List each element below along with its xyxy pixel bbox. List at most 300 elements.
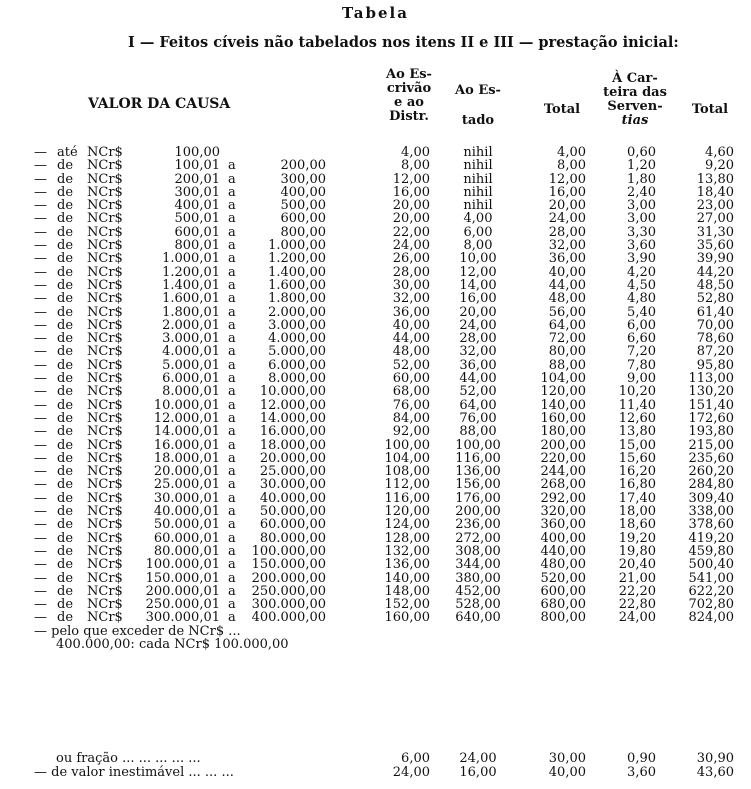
cell-to: 20.000,00 [259,450,326,466]
cell-prep: de [57,158,74,174]
table-row [0,319,751,332]
table-row [0,572,751,585]
cell-cur: NCr$ [87,517,123,533]
cell-prep: de [57,557,74,573]
table-row [0,239,751,252]
cell-prep: de [57,291,74,307]
cell-c4: 3,90 [627,251,656,267]
table-row [0,598,751,611]
cell-c4: 19,20 [618,530,656,546]
cell-prep: de [57,384,74,400]
cell-dash: — [34,384,47,400]
cell-cur: NCr$ [87,344,123,360]
cell-to: 12.000,00 [259,397,326,413]
cell-c1: 68,00 [392,384,430,400]
cell-c5: 215,00 [688,437,734,453]
cell-c2: 116,00 [455,450,501,466]
cell-c3: 480,00 [540,557,586,573]
cell-cur: NCr$ [87,504,123,520]
cell-c4: 2,40 [627,184,656,200]
cell-cur: NCr$ [87,158,123,174]
cell-c1: 148,00 [384,583,430,599]
cell-c2: 200,00 [455,504,501,520]
cell-c5: 31,30 [696,224,734,240]
cell-from: 16.000,01 [153,437,220,453]
cell-c3: 40,00 [548,264,586,280]
cell-from: 40.000,01 [153,504,220,520]
cell-prep: de [57,543,74,559]
cell-c5: 48,50 [696,277,734,293]
cell-to: 300,00 [280,171,326,187]
table-row [0,478,751,491]
cell-c5: 18,40 [696,184,734,200]
cell-c3: 800,00 [540,610,586,626]
cell-a: a [228,158,236,174]
cell-c1: 40,00 [392,317,430,333]
cell-from: 10.000,01 [153,397,220,413]
cell-c1: 44,00 [392,331,430,347]
cell-dash: — [34,171,47,187]
cell-c4: 22,80 [618,597,656,613]
cell-dash: — [34,504,47,520]
cell-c2: 640,00 [455,610,501,626]
cell-prep: de [57,264,74,280]
cell-c1: 132,00 [384,543,430,559]
cell-prep: de [57,357,74,373]
cell-c4: 0,60 [627,145,656,160]
cell-c3: 120,00 [540,384,586,400]
cell-c5: 172,60 [688,410,734,426]
cell-c2: 272,00 [455,530,501,546]
cell-c2: 64,00 [459,397,497,413]
cell-to: 800,00 [280,224,326,240]
cell-c1: 92,00 [392,424,430,440]
cell-c3: 20,00 [548,198,586,214]
cell-to: 600,00 [280,211,326,227]
cell-c5: 260,20 [688,464,734,480]
cell-c4: 18,00 [618,504,656,520]
cell-c2: 100,00 [455,437,501,453]
cell-c4: 7,20 [627,344,656,360]
cell-c5: 13,80 [696,171,734,187]
exceder-line-2: 400.000,00: cada NCr$ 100.000,00 [56,637,289,653]
cell-c3: 16,00 [548,184,586,200]
cell-cur: NCr$ [87,530,123,546]
cell-to: 250.000,00 [251,583,326,599]
cell-a: a [228,171,236,187]
cell-cur: NCr$ [87,570,123,586]
cell-c5: 27,00 [696,211,734,227]
cell-a: a [228,371,236,387]
cell-a: a [228,277,236,293]
cell-from: 18.000,01 [153,450,220,466]
cell-a: a [228,238,236,254]
cell-c3: 292,00 [540,490,586,506]
cell-cur: NCr$ [87,490,123,506]
cell-dash: — [34,437,47,453]
cell-dash: — [34,238,47,254]
cell-c5: 541,00 [688,570,734,586]
cell-c5: 419,20 [688,530,734,546]
cell-dash: — [34,543,47,559]
cell-from: 14.000,01 [153,424,220,440]
cell-c3: 440,00 [540,543,586,559]
cell-cur: NCr$ [87,583,123,599]
inestimavel-estado: 16,00 [459,765,497,780]
cell-from: 5.000,01 [162,357,220,373]
cell-cur: NCr$ [87,397,123,413]
cell-dash: — [34,424,47,440]
cell-to: 400,00 [280,184,326,200]
cell-a: a [228,557,236,573]
cell-c1: 108,00 [384,464,430,480]
cell-a: a [228,317,236,333]
cell-to: 1.200,00 [268,251,326,267]
cell-cur: NCr$ [87,211,123,227]
table-row [0,266,751,279]
cell-c3: 64,00 [548,317,586,333]
cell-c2: 52,00 [459,384,497,400]
cell-dash: — [34,610,47,626]
cell-cur: NCr$ [87,264,123,280]
cell-a: a [228,477,236,493]
cell-dash: — [34,317,47,333]
cell-c5: 702,80 [688,597,734,613]
cell-to: 1.800,00 [268,291,326,307]
section-subtitle: I — Feitos cíveis não tabelados nos itens II e III — prestação inicial: [128,34,679,51]
table-row [0,399,751,412]
cell-c3: 520,00 [540,570,586,586]
cell-c3: 44,00 [548,277,586,293]
cell-a: a [228,384,236,400]
cell-c3: 36,00 [548,251,586,267]
cell-c3: 320,00 [540,504,586,520]
header-total-1: Total [543,102,581,117]
cell-from: 60.000,01 [153,530,220,546]
cell-cur: NCr$ [87,610,123,626]
cell-c1: 20,00 [392,211,430,227]
inestimavel-escrivao: 24,00 [392,765,430,780]
cell-c4: 16,80 [618,477,656,493]
cell-a: a [228,344,236,360]
cell-c3: 680,00 [540,597,586,613]
cell-dash: — [34,344,47,360]
cell-c5: 9,20 [705,158,734,174]
table-row [0,545,751,558]
cell-c1: 136,00 [384,557,430,573]
cell-dash: — [34,211,47,227]
cell-c1: 60,00 [392,371,430,387]
cell-c3: 104,00 [540,371,586,387]
cell-prep: até [57,145,78,160]
cell-c4: 11,40 [618,397,656,413]
cell-c4: 9,00 [627,371,656,387]
table-row [0,585,751,598]
cell-c4: 21,00 [618,570,656,586]
table-row [0,359,751,372]
cell-c2: nihil [463,171,493,187]
cell-c2: 20,00 [459,304,497,320]
cell-c1: 112,00 [384,477,430,493]
cell-to: 500,00 [280,198,326,214]
cell-dash: — [34,251,47,267]
cell-cur: NCr$ [87,410,123,426]
cell-prep: de [57,410,74,426]
cell-from: 100,00 [174,145,220,160]
cell-to: 3.000,00 [268,317,326,333]
cell-c3: 32,00 [548,238,586,254]
cell-c2: 88,00 [459,424,497,440]
cell-prep: de [57,331,74,347]
cell-from: 400,01 [174,198,220,214]
cell-cur: NCr$ [87,557,123,573]
cell-prep: de [57,198,74,214]
cell-c2: nihil [463,158,493,174]
cell-prep: de [57,317,74,333]
cell-dash: — [34,145,47,160]
cell-prep: de [57,224,74,240]
exceder-escrivao: 6,00 [401,750,430,766]
inestimavel-total: 40,00 [548,765,586,780]
cell-a: a [228,597,236,613]
cell-c2: 4,00 [463,211,493,227]
cell-c4: 4,20 [627,264,656,280]
table-row [0,439,751,452]
table-row [0,372,751,385]
cell-c5: 52,80 [696,291,734,307]
table-row [0,465,751,478]
cell-c1: 26,00 [392,251,430,267]
cell-c5: 338,00 [688,504,734,520]
cell-cur: NCr$ [87,597,123,613]
cell-c4: 3,00 [627,198,656,214]
header-total-2: Total [691,102,729,117]
exceder-line-1: — pelo que exceder de NCr$ ... [34,624,241,639]
cell-c2: 308,00 [455,543,501,559]
table-row [0,199,751,212]
cell-from: 25.000,01 [153,477,220,493]
cell-c3: 4,00 [557,145,586,160]
table-row [0,173,751,186]
cell-prep: de [57,610,74,626]
cell-c5: 70,00 [696,317,734,333]
cell-c2: 28,00 [459,331,497,347]
cell-from: 20.000,01 [153,464,220,480]
cell-c1: 36,00 [392,304,430,320]
cell-c2: 32,00 [459,344,497,360]
cell-c2: 176,00 [455,490,501,506]
cell-prep: de [57,424,74,440]
cell-from: 1.200,01 [162,264,220,280]
cell-c3: 88,00 [548,357,586,373]
cell-c4: 22,20 [618,583,656,599]
exceder-line-3: ou fração ... ... ... ... ... [56,750,201,766]
cell-c4: 1,80 [627,171,656,187]
cell-cur: NCr$ [87,224,123,240]
table-row [0,159,751,172]
cell-a: a [228,543,236,559]
cell-a: a [228,397,236,413]
cell-from: 800,01 [174,238,220,254]
cell-to: 60.000,00 [259,517,326,533]
table-row [0,292,751,305]
cell-from: 50.000,01 [153,517,220,533]
cell-from: 300.000,01 [145,610,220,626]
cell-from: 100,01 [174,158,220,174]
cell-c1: 104,00 [384,450,430,466]
cell-from: 300,01 [174,184,220,200]
cell-dash: — [34,291,47,307]
cell-dash: — [34,184,47,200]
cell-c3: 72,00 [548,331,586,347]
cell-from: 4.000,01 [162,344,220,360]
cell-cur: NCr$ [87,304,123,320]
cell-c1: 28,00 [392,264,430,280]
fee-table [0,146,751,625]
cell-dash: — [34,357,47,373]
cell-prep: de [57,277,74,293]
cell-c4: 7,80 [627,357,656,373]
cell-to: 1.000,00 [268,238,326,254]
cell-cur: NCr$ [87,384,123,400]
table-row [0,146,751,159]
cell-to: 200,00 [280,158,326,174]
cell-c3: 8,00 [557,158,586,174]
cell-to: 1.600,00 [268,277,326,293]
cell-c3: 28,00 [548,224,586,240]
cell-cur: NCr$ [87,371,123,387]
table-row [0,385,751,398]
cell-c5: 44,20 [696,264,734,280]
cell-prep: de [57,344,74,360]
cell-c3: 12,00 [548,171,586,187]
cell-c1: 152,00 [384,597,430,613]
cell-a: a [228,331,236,347]
cell-to: 25.000,00 [259,464,326,480]
cell-dash: — [34,570,47,586]
cell-cur: NCr$ [87,450,123,466]
cell-from: 80.000,01 [153,543,220,559]
cell-to: 5.000,00 [268,344,326,360]
cell-c2: nihil [463,198,493,214]
table-row [0,532,751,545]
cell-c2: 76,00 [459,410,497,426]
cell-a: a [228,264,236,280]
cell-to: 300.000,00 [251,597,326,613]
table-row [0,505,751,518]
cell-from: 500,01 [174,211,220,227]
cell-from: 1.600,01 [162,291,220,307]
cell-cur: NCr$ [87,198,123,214]
cell-dash: — [34,277,47,293]
cell-dash: — [34,158,47,174]
cell-prep: de [57,570,74,586]
cell-c3: 600,00 [540,583,586,599]
cell-c4: 10,20 [618,384,656,400]
cell-c5: 309,40 [688,490,734,506]
cell-prep: de [57,184,74,200]
cell-cur: NCr$ [87,277,123,293]
cell-from: 200.000,01 [145,583,220,599]
cell-prep: de [57,437,74,453]
cell-c2: 452,00 [455,583,501,599]
cell-from: 100.000,01 [145,557,220,573]
cell-c2: 12,00 [459,264,497,280]
cell-c2: 14,00 [459,277,497,293]
cell-a: a [228,530,236,546]
header-escrivao: Ao Es- crivão e ao Distr. [386,67,432,124]
cell-c5: 39,90 [696,251,734,267]
table-row [0,412,751,425]
cell-c2: 236,00 [455,517,501,533]
cell-c5: 151,40 [688,397,734,413]
cell-a: a [228,517,236,533]
cell-a: a [228,583,236,599]
cell-to: 2.000,00 [268,304,326,320]
cell-c2: 344,00 [455,557,501,573]
cell-c3: 268,00 [540,477,586,493]
cell-c1: 32,00 [392,291,430,307]
cell-c1: 30,00 [392,277,430,293]
cell-cur: NCr$ [87,437,123,453]
cell-dash: — [34,583,47,599]
cell-c4: 13,80 [618,424,656,440]
cell-from: 600,01 [174,224,220,240]
cell-c3: 56,00 [548,304,586,320]
cell-dash: — [34,198,47,214]
cell-c1: 120,00 [384,504,430,520]
cell-c1: 76,00 [392,397,430,413]
cell-c3: 200,00 [540,437,586,453]
cell-c5: 78,60 [696,331,734,347]
header-carteira: À Car- teira das Serven- tias [603,71,667,128]
cell-prep: de [57,517,74,533]
cell-to: 150.000,00 [251,557,326,573]
cell-c5: 622,20 [688,583,734,599]
cell-dash: — [34,397,47,413]
cell-c1: 22,00 [392,224,430,240]
table-row [0,252,751,265]
cell-from: 200,01 [174,171,220,187]
table-row [0,611,751,624]
cell-c1: 24,00 [392,238,430,254]
cell-c5: 378,60 [688,517,734,533]
table-row [0,332,751,345]
cell-dash: — [34,530,47,546]
cell-c4: 4,80 [627,291,656,307]
table-row [0,306,751,319]
cell-c2: 10,00 [459,251,497,267]
cell-to: 10.000,00 [259,384,326,400]
cell-cur: NCr$ [87,357,123,373]
cell-cur: NCr$ [87,464,123,480]
table-row [0,425,751,438]
cell-c3: 400,00 [540,530,586,546]
cell-dash: — [34,464,47,480]
cell-to: 8.000,00 [268,371,326,387]
cell-to: 4.000,00 [268,331,326,347]
table-row [0,212,751,225]
cell-from: 1.400,01 [162,277,220,293]
cell-c4: 15,00 [618,437,656,453]
cell-a: a [228,304,236,320]
table-row [0,345,751,358]
cell-c2: 8,00 [463,238,493,254]
header-estado: Ao Es- tado [455,83,501,128]
cell-cur: NCr$ [87,291,123,307]
cell-cur: NCr$ [87,238,123,254]
cell-to: 18.000,00 [259,437,326,453]
